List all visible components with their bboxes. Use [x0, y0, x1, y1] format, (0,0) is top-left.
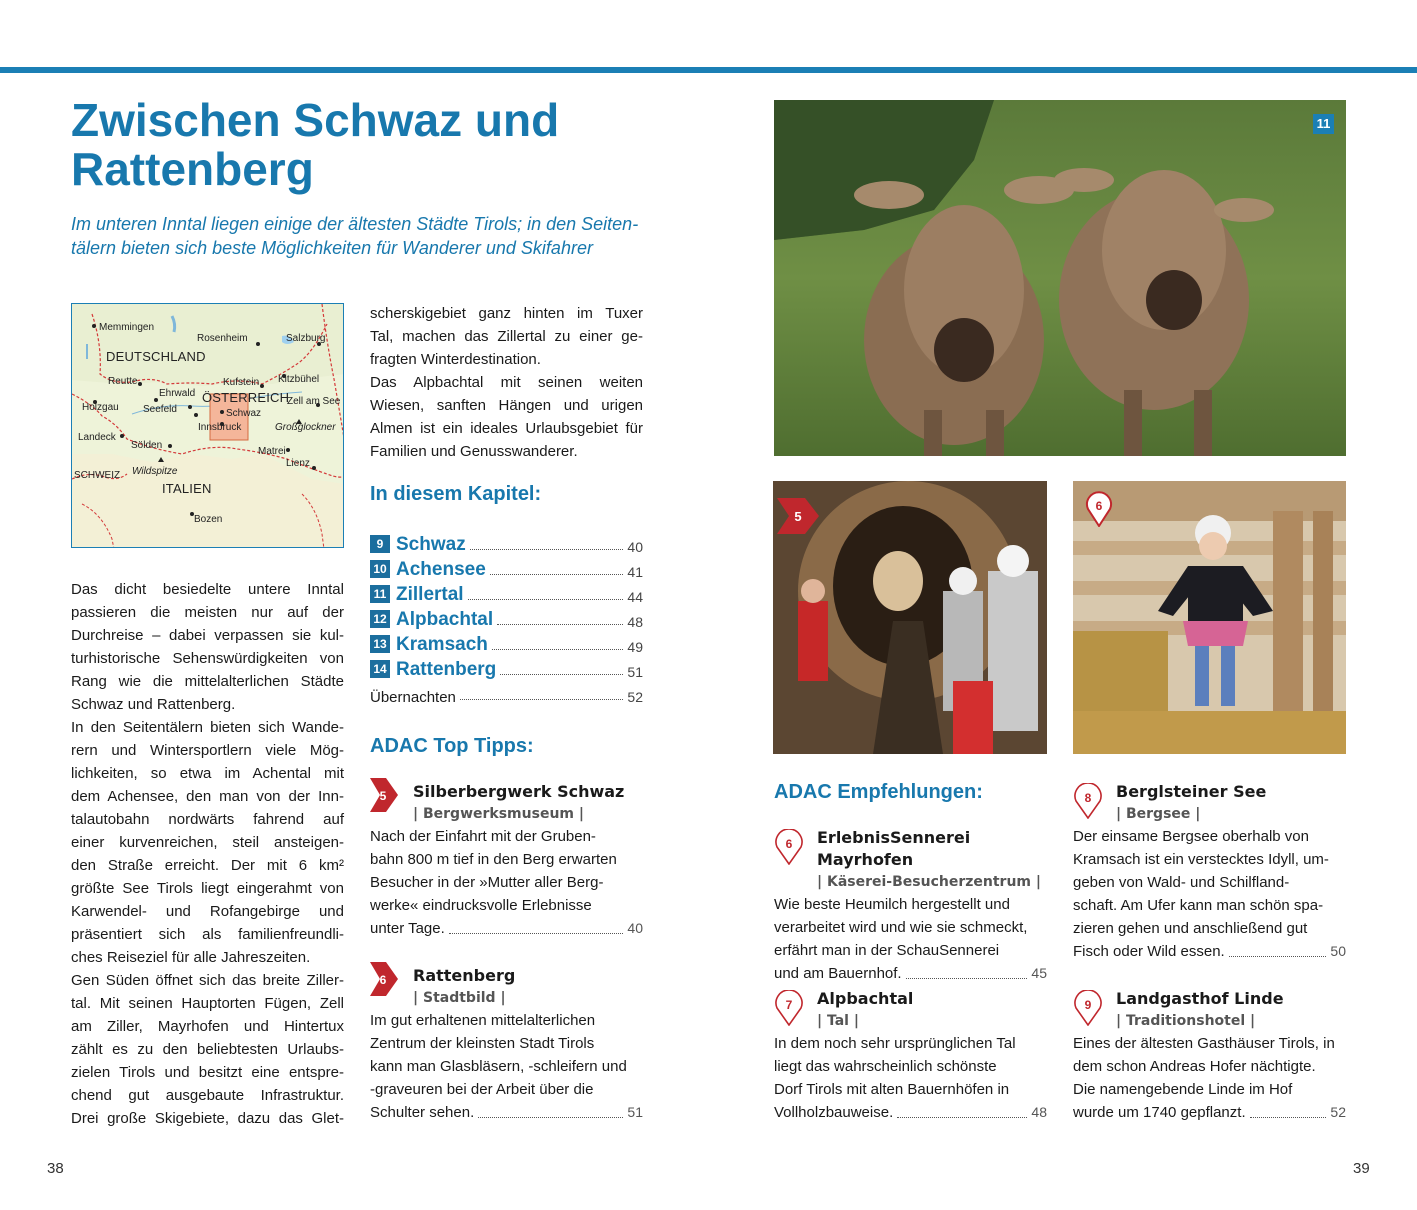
toc-number-badge: 11: [370, 585, 390, 603]
recommendation-alpbachtal: [774, 988, 1047, 1124]
map-label-zell-am-see: Zell am See: [287, 396, 341, 407]
text-line: passieren die meisten nur auf der: [71, 604, 344, 621]
recommendation-title: Alpbachtal: [817, 989, 914, 1008]
text-line: Die namengebende Linde im Hof: [1073, 1081, 1293, 1098]
photo-cows: [774, 100, 1346, 456]
lead-text: [71, 212, 651, 260]
tip-title: Silberbergwerk Schwaz: [413, 782, 625, 801]
leader-dots: [449, 933, 624, 934]
recommendation-title: ErlebnisSennerei Mayrhofen: [817, 828, 971, 869]
top-tip-rattenberg: [370, 965, 643, 1124]
text-line: scherskigebiet ganz hinten im Tuxer: [370, 305, 643, 322]
text-line: dem Achensee, den man von der Inn-: [71, 788, 344, 805]
top-rule: [0, 67, 1417, 73]
toc-entry-achensee[interactable]: [370, 556, 643, 581]
photo-silver-mine: [773, 481, 1047, 754]
page-number: 45: [1031, 965, 1047, 981]
recommendation-header: [817, 827, 1047, 893]
map-label-landeck: Landeck: [78, 432, 116, 443]
text-line: fragten Winterdestination.: [370, 351, 541, 368]
text-line: Schwaz und Rattenberg.: [71, 696, 236, 713]
text-line: Almen ist ein ideales Urlaubsgebiet für: [370, 420, 643, 437]
title-line-2: Rattenberg: [71, 143, 314, 195]
leader-dots: [1229, 956, 1327, 957]
text-line: geben von Wald- und Schilfland-: [1073, 874, 1290, 891]
intro-text-continued: [370, 302, 643, 463]
text-line: In den Seitentälern bieten sich Wande-: [71, 719, 344, 736]
svg-text:6: 6: [1095, 499, 1103, 513]
recommendation-landgasthof-linde: [1073, 988, 1346, 1124]
recommendation-description: [774, 1032, 1047, 1124]
text-line: Wiesen, sanften Hängen und urigen: [370, 397, 643, 414]
recommendation-title: Landgasthof Linde: [1116, 989, 1284, 1008]
page-number: 48: [1031, 1104, 1047, 1120]
text-line: tal. Mit seinen Hauptorten Fügen, Zell: [71, 995, 344, 1012]
text-line: am Ziller, Mayrhofen und Hintertux: [71, 1018, 344, 1035]
text-line: Tal, machen das Zillertal zu einer ge-: [370, 328, 643, 345]
recommendation-description: [1073, 825, 1346, 963]
text-line: talautobahn nordwärts fahrend auf: [71, 811, 344, 828]
chapter-toc: [370, 531, 643, 706]
toc-number-badge: 13: [370, 635, 390, 653]
text-line: Nach der Einfahrt mit der Gruben-: [370, 828, 596, 845]
map-label-grossglockner: Großglockner: [275, 422, 336, 433]
page-number-right: 39: [1353, 1160, 1370, 1177]
overview-map: [71, 303, 344, 548]
leader-dots: [478, 1117, 623, 1118]
recommendation-header: [1116, 988, 1346, 1032]
tip-description: [370, 825, 643, 940]
recommendations-heading: ADAC Empfehlungen:: [774, 781, 983, 803]
marker-arrow-icon: [777, 498, 819, 534]
toc-title: Zillertal: [396, 584, 464, 605]
svg-text:6: 6: [785, 837, 793, 851]
text-line: turhistorische Sehenswürdigkeiten von: [71, 650, 344, 667]
marker-arrow-icon: [370, 778, 398, 812]
text-line: ches Reiseziel für alle Jahreszeiten.: [71, 949, 311, 966]
toc-entry-schwaz[interactable]: [370, 531, 643, 556]
toc-page-number: 52: [627, 689, 643, 705]
recommendation-category: | Tal |: [817, 1013, 859, 1029]
text-line: In dem noch sehr ursprünglichen Tal: [774, 1035, 1016, 1052]
page-number: 52: [1330, 1104, 1346, 1120]
text-line: Dorf Tirols mit alten Bauernhöfen in: [774, 1081, 1010, 1098]
intro-text-column: [71, 578, 344, 1130]
toc-number-badge: 10: [370, 560, 390, 578]
toc-title: Achensee: [396, 559, 486, 580]
page-reference: [1073, 940, 1346, 963]
svg-text:6: 6: [379, 973, 387, 987]
toc-title: Kramsach: [396, 634, 488, 655]
text-line: zählt es zu den beliebtesten Urlaubs-: [71, 1041, 344, 1058]
recommendation-title: Berglsteiner See: [1116, 782, 1267, 801]
map-label-salzburg: Salzburg: [286, 333, 326, 344]
text-line: Fisch oder Wild essen.: [1073, 943, 1225, 960]
photo-hay-barn: [1073, 481, 1346, 754]
map-label-kufstein: Kufstein: [223, 377, 260, 388]
map-label-kitzbuehel: Kitzbühel: [278, 374, 320, 385]
leader-dots: [906, 978, 1028, 979]
text-line: chend gut ausgebaute Infrastruktur.: [71, 1087, 344, 1104]
toc-title: Alpbachtal: [396, 609, 494, 630]
recommendation-category: | Bergsee |: [1116, 806, 1201, 822]
leader-dots: [460, 699, 624, 700]
map-pin-icon: [774, 829, 804, 865]
page-number: 40: [627, 920, 643, 936]
recommendation-category: | Käserei-Besucherzentrum |: [817, 874, 1041, 890]
text-line: -graveuren bei der Arbeit über die: [370, 1081, 594, 1098]
text-line: Vollholzbauweise.: [774, 1104, 894, 1121]
page-reference: [774, 962, 1047, 985]
text-line: verarbeitet wird und wie sie schmeckt,: [774, 919, 1028, 936]
toc-page-number: 44: [627, 589, 643, 605]
toc-page-number: 49: [627, 639, 643, 655]
photo-number-badge: 11: [1313, 114, 1334, 134]
leader-dots: [492, 649, 624, 650]
text-line: Eines der ältesten Gasthäuser Tirols, in: [1073, 1035, 1335, 1052]
title-line-1: Zwischen Schwaz und: [71, 94, 560, 146]
toc-page-number: 51: [627, 664, 643, 680]
top-tip-silberbergwerk: [370, 781, 643, 940]
top-tips-heading: ADAC Top Tipps:: [370, 735, 534, 757]
map-label-schwaz: Schwaz: [226, 408, 262, 419]
page-number: 51: [627, 1104, 643, 1120]
page-reference: [1073, 1101, 1346, 1124]
text-line: erfährt man in der SchauSennerei: [774, 942, 1000, 959]
text-line: werke« eindrucksvolle Erlebnisse: [370, 897, 592, 914]
map-label-rosenheim: Rosenheim: [197, 333, 248, 344]
recommendation-description: [774, 893, 1047, 985]
toc-number-badge: 14: [370, 660, 390, 678]
svg-text:5: 5: [379, 789, 387, 803]
tip-category: | Stadtbild |: [413, 990, 506, 1006]
leader-dots: [470, 549, 624, 550]
text-line: unter Tage.: [370, 920, 445, 937]
text-line: größte See Tirols liegt eingerahmt von: [71, 880, 344, 897]
text-line: Kramsach ist ein verstecktes Idyll, um-: [1073, 851, 1329, 868]
map-pin-icon: [1073, 783, 1103, 819]
map-label-wildspitze: Wildspitze: [132, 466, 178, 477]
svg-text:7: 7: [785, 998, 793, 1012]
tip-category: | Bergwerksmuseum |: [413, 806, 584, 822]
recommendation-description: [1073, 1032, 1346, 1124]
text-line: rern und Wintersportlern viele Mög-: [71, 742, 344, 759]
toc-number-badge: 9: [370, 535, 390, 553]
lead-line-2: tälern bieten sich beste Möglichkeiten für Wanderer und Skifahrer: [71, 238, 593, 258]
recommendation-header: [817, 988, 1047, 1032]
recommendation-erlebnissennerei: [774, 827, 1047, 985]
text-line: bahn 800 m tief in den Berg erwarten: [370, 851, 617, 868]
text-line: einer kurvenreichen, steil ansteigen-: [71, 834, 344, 851]
svg-text:9: 9: [1084, 998, 1092, 1012]
svg-text:8: 8: [1084, 791, 1092, 805]
text-line: dem schon Andreas Hofer nächtigte.: [1073, 1058, 1316, 1075]
map-label-seefeld: Seefeld: [143, 404, 177, 415]
map-pin-icon: [774, 990, 804, 1026]
text-line: Im gut erhaltenen mittelalterlichen: [370, 1012, 596, 1029]
text-line: Das Alpbachtal mit seinen weiten: [370, 374, 643, 391]
leader-dots: [497, 624, 623, 625]
map-label-reutte: Reutte: [108, 376, 138, 387]
text-line: liegt das wahrscheinlich schönste: [774, 1058, 997, 1075]
leader-dots: [468, 599, 624, 600]
marker-arrow-icon: [370, 962, 398, 996]
tip-title: Rattenberg: [413, 966, 516, 985]
text-line: Gen Süden öffnet sich das breite Ziller-: [71, 972, 344, 989]
page-reference: [370, 1101, 643, 1124]
chapter-heading: In diesem Kapitel:: [370, 483, 542, 505]
text-line: präsentiert sich als familienfreundli-: [71, 926, 344, 943]
leader-dots: [500, 674, 623, 675]
text-line: Das dicht besiedelte untere Inntal: [71, 581, 344, 598]
toc-entry-uebernachten[interactable]: [370, 681, 643, 706]
text-line: schaft. Am Ufer kann man schön spa-: [1073, 897, 1324, 914]
toc-entry-rattenberg[interactable]: [370, 656, 643, 681]
toc-title: Rattenberg: [396, 659, 497, 680]
toc-entry-kramsach[interactable]: [370, 631, 643, 656]
map-label-soelden: Sölden: [131, 440, 163, 451]
map-label-oesterreich: ÖSTERREICH: [202, 390, 290, 405]
page-title: [71, 96, 711, 194]
map-label-holzgau: Holzgau: [82, 402, 119, 413]
text-line: Karwendel- und Rofangebirge und: [71, 903, 344, 920]
tip-description: [370, 1009, 643, 1124]
recommendation-berglsteiner-see: [1073, 781, 1346, 963]
text-line: Der einsame Bergsee oberhalb von: [1073, 828, 1309, 845]
text-line: Besucher in der »Mutter aller Berg-: [370, 874, 604, 891]
recommendation-header: [1116, 781, 1346, 825]
page-reference: [370, 917, 643, 940]
map-pin-icon: [1073, 990, 1103, 1026]
text-line: Schulter sehen.: [370, 1104, 475, 1121]
lead-line-1: Im unteren Inntal liegen einige der ältesten Städte Tirols; in den Seiten-: [71, 214, 639, 234]
text-line: zieren gehen und anschließend gut: [1073, 920, 1308, 937]
toc-title: Schwaz: [396, 534, 466, 555]
toc-page-number: 40: [627, 539, 643, 555]
map-label-italien: ITALIEN: [162, 481, 212, 496]
recommendation-category: | Traditionshotel |: [1116, 1013, 1256, 1029]
map-label-memmingen: Memmingen: [99, 322, 155, 333]
map-label-deutschland: DEUTSCHLAND: [106, 349, 206, 364]
text-line: Wie beste Heumilch hergestellt und: [774, 896, 1010, 913]
toc-page-number: 41: [627, 564, 643, 580]
svg-text:5: 5: [794, 509, 802, 524]
text-line: Drei große Skigebiete, dazu das Glet-: [71, 1110, 344, 1127]
toc-entry-alpbachtal[interactable]: [370, 606, 643, 631]
text-line: zielen Tirols und besitzt eine entspre-: [71, 1064, 344, 1081]
text-line: lichkeiten, so etwa im Achental mit: [71, 765, 344, 782]
toc-page-number: 48: [627, 614, 643, 630]
text-line: kann man Glasbläsern, -schleifern und: [370, 1058, 627, 1075]
text-line: Durchreise – dabei verpassen sie kul-: [71, 627, 344, 644]
leader-dots: [1250, 1117, 1327, 1118]
map-label-matrei: Matrei: [258, 446, 286, 457]
text-line: Familien und Genusswanderer.: [370, 443, 578, 460]
toc-title: Übernachten: [370, 689, 456, 706]
map-label-bozen: Bozen: [194, 514, 223, 525]
text-line: den Straße erreicht. Der mit 6 km²: [71, 857, 344, 874]
map-pin-icon: [1085, 491, 1113, 527]
map-label-lienz: Lienz: [286, 458, 310, 469]
text-line: Rang wie die mittelalterlichen Städte: [71, 673, 344, 690]
page-number-left: 38: [47, 1160, 64, 1177]
page-number: 50: [1330, 943, 1346, 959]
map-label-innsbruck: Innsbruck: [198, 422, 242, 433]
map-label-schweiz: SCHWEIZ: [74, 470, 121, 481]
text-line: wurde um 1740 gepflanzt.: [1073, 1104, 1246, 1121]
leader-dots: [897, 1117, 1027, 1118]
leader-dots: [490, 574, 624, 575]
text-line: Zentrum der kleinsten Stadt Tirols: [370, 1035, 595, 1052]
map-label-ehrwald: Ehrwald: [159, 388, 196, 399]
toc-entry-zillertal[interactable]: [370, 581, 643, 606]
page-reference: [774, 1101, 1047, 1124]
toc-number-badge: 12: [370, 610, 390, 628]
text-line: und am Bauernhof.: [774, 965, 902, 982]
